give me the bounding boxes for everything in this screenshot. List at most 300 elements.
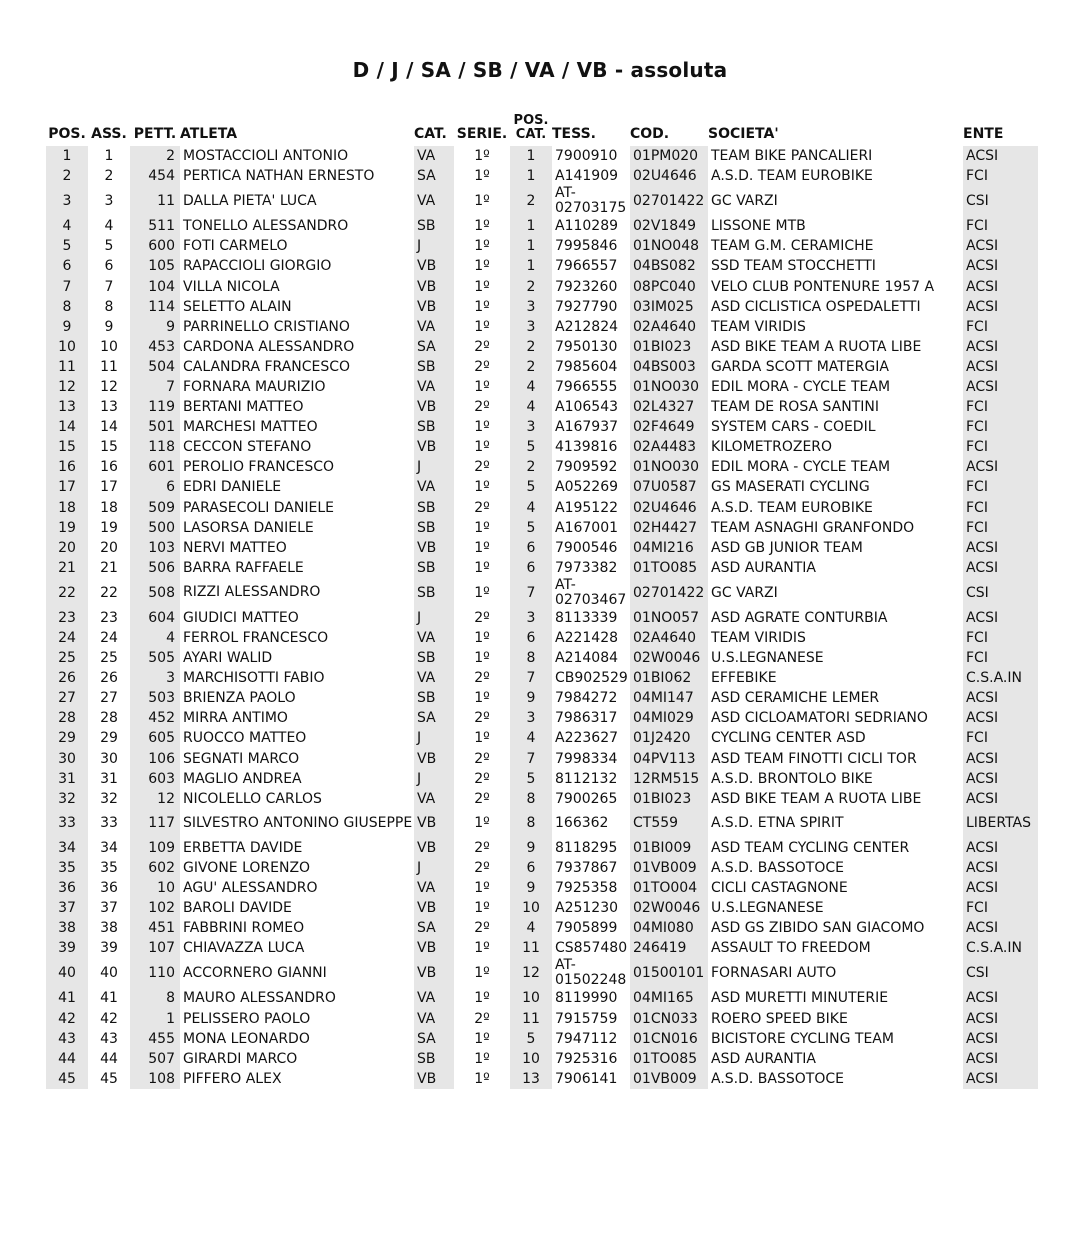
cell-ente: FCI — [963, 397, 1038, 417]
cell-societa: SSD TEAM STOCCHETTI — [711, 258, 876, 275]
cell-cod: 01TO085 — [630, 1049, 708, 1069]
cell-cod: 01J2420 — [630, 728, 708, 748]
cell-ass: 26 — [100, 670, 118, 687]
cell-societa: VELO CLUB PONTENURE 1957 A — [711, 278, 935, 295]
cell-pett: 605 — [130, 728, 180, 748]
cell-pett: 500 — [130, 518, 180, 538]
cell-pett: 509 — [130, 498, 180, 518]
cell-tess: 7925358 — [555, 880, 618, 897]
cell-societa: ROERO SPEED BIKE — [711, 1010, 848, 1027]
cell-ass: 37 — [100, 900, 118, 917]
cell-serie: 2º — [474, 1010, 490, 1027]
cell-societa: EDIL MORA - CYCLE TEAM — [711, 378, 891, 395]
cell-societa: ASD CICLISTICA OSPEDALETTI — [711, 298, 921, 315]
cell-poscat: 10 — [510, 1049, 552, 1069]
cell-pett: 455 — [130, 1029, 180, 1049]
cell-serie: 1º — [474, 318, 490, 335]
cell-cat: SB — [414, 518, 454, 538]
cell-cat: VB — [414, 397, 454, 417]
cell-tess: AT-02703175 — [555, 186, 627, 217]
cell-pos: 42 — [46, 1008, 88, 1028]
cell-ente: ACSI — [963, 789, 1038, 809]
cell-ass: 27 — [100, 690, 118, 707]
cell-atleta: MAURO ALESSANDRO — [183, 990, 336, 1007]
cell-poscat: 12 — [510, 958, 552, 988]
table-row — [46, 988, 1038, 1008]
cell-cod: 04MI080 — [630, 918, 708, 938]
cell-cat: SA — [414, 1029, 454, 1049]
cell-cod: 04PV113 — [630, 749, 708, 769]
table-row — [46, 146, 1038, 166]
cell-pett: 10 — [130, 878, 180, 898]
cell-ente: ACSI — [963, 297, 1038, 317]
cell-tess: A141909 — [555, 168, 619, 185]
cell-tess: 7923260 — [555, 278, 618, 295]
cell-cat: VA — [414, 988, 454, 1008]
cell-cat: VA — [414, 878, 454, 898]
cell-ente: ACSI — [963, 858, 1038, 878]
cell-societa: EDIL MORA - CYCLE TEAM — [711, 459, 891, 476]
cell-ass: 41 — [100, 990, 118, 1007]
cell-cat: J — [414, 236, 454, 256]
cell-societa: ASD CICLOAMATORI SEDRIANO — [711, 710, 928, 727]
cell-pett: 601 — [130, 457, 180, 477]
cell-pos: 33 — [46, 809, 88, 838]
cell-societa: ASD MURETTI MINUTERIE — [711, 990, 889, 1007]
cell-societa: GC VARZI — [711, 193, 778, 210]
cell-tess: A167001 — [555, 519, 619, 536]
cell-pos: 29 — [46, 728, 88, 748]
cell-cat: VB — [414, 958, 454, 988]
header-pos: POS. — [48, 126, 86, 142]
cell-serie: 1º — [474, 419, 490, 436]
cell-cod: 02L4327 — [630, 397, 708, 417]
table-row — [46, 276, 1038, 296]
cell-cat: VB — [414, 809, 454, 838]
cell-cod: 04BS082 — [630, 256, 708, 276]
cell-pos: 19 — [46, 518, 88, 538]
cell-cat: VA — [414, 186, 454, 216]
cell-cat: VB — [414, 538, 454, 558]
page-title: D / J / SA / SB / VA / VB - assoluta — [352, 58, 728, 82]
cell-ente: FCI — [963, 898, 1038, 918]
cell-pos: 4 — [46, 216, 88, 236]
cell-pos: 7 — [46, 276, 88, 296]
cell-societa: A.S.D. TEAM EUROBIKE — [711, 168, 873, 185]
cell-pett: 8 — [130, 988, 180, 1008]
cell-atleta: SEGNATI MARCO — [183, 750, 300, 767]
cell-ass: 38 — [100, 920, 118, 937]
cell-pett: 452 — [130, 708, 180, 728]
cell-pett: 117 — [130, 809, 180, 838]
cell-ass: 24 — [100, 630, 118, 647]
cell-tess: 7915759 — [555, 1010, 618, 1027]
cell-serie: 1º — [474, 730, 490, 747]
cell-cat: J — [414, 858, 454, 878]
cell-serie: 2º — [474, 770, 490, 787]
cell-ass: 20 — [100, 539, 118, 556]
cell-societa: CYCLING CENTER ASD — [711, 730, 866, 747]
cell-atleta: PEROLIO FRANCESCO — [183, 459, 334, 476]
cell-ass: 28 — [100, 710, 118, 727]
cell-poscat: 4 — [510, 377, 552, 397]
cell-atleta: SELETTO ALAIN — [183, 298, 292, 315]
cell-pett: 506 — [130, 558, 180, 578]
cell-societa: TEAM VIRIDIS — [711, 318, 806, 335]
cell-ente: FCI — [963, 166, 1038, 186]
cell-serie: 1º — [474, 148, 490, 165]
cell-ente: ACSI — [963, 769, 1038, 789]
cell-pos: 16 — [46, 457, 88, 477]
cell-societa: LISSONE MTB — [711, 218, 806, 235]
cell-cod: 02A4640 — [630, 317, 708, 337]
cell-ass: 33 — [100, 815, 118, 832]
cell-tess: A251230 — [555, 900, 619, 917]
cell-cod: 01CN016 — [630, 1029, 708, 1049]
cell-cat: VB — [414, 1069, 454, 1089]
cell-cat: VA — [414, 377, 454, 397]
cell-pos: 1 — [46, 146, 88, 166]
cell-cod: 04MI165 — [630, 988, 708, 1008]
cell-tess: 7900910 — [555, 148, 618, 165]
cell-pett: 3 — [130, 668, 180, 688]
cell-pett: 7 — [130, 377, 180, 397]
header-poscat-line1: POS. — [513, 113, 549, 128]
cell-ente: C.S.A.IN — [963, 668, 1038, 688]
cell-cod: 01BI023 — [630, 789, 708, 809]
cell-atleta: FERROL FRANCESCO — [183, 630, 329, 647]
cell-serie: 1º — [474, 1070, 490, 1087]
cell-ass: 9 — [104, 318, 114, 335]
cell-poscat: 3 — [510, 297, 552, 317]
table-row — [46, 809, 1038, 838]
cell-atleta: CARDONA ALESSANDRO — [183, 338, 355, 355]
header-ass: ASS. — [91, 126, 127, 142]
cell-cat: VB — [414, 297, 454, 317]
cell-cod: 01BI009 — [630, 838, 708, 858]
cell-serie: 1º — [474, 965, 490, 982]
cell-tess: A214084 — [555, 650, 619, 667]
cell-poscat: 1 — [510, 256, 552, 276]
cell-societa: A.S.D. BRONTOLO BIKE — [711, 770, 873, 787]
cell-ente: ACSI — [963, 1049, 1038, 1069]
cell-ass: 13 — [100, 399, 118, 416]
cell-serie: 2º — [474, 358, 490, 375]
table-row — [46, 457, 1038, 477]
table-row — [46, 608, 1038, 628]
cell-cat: SB — [414, 1049, 454, 1069]
cell-cat: VB — [414, 938, 454, 958]
cell-poscat: 3 — [510, 708, 552, 728]
cell-serie: 2º — [474, 459, 490, 476]
table-row — [46, 938, 1038, 958]
cell-atleta: TONELLO ALESSANDRO — [183, 218, 349, 235]
cell-societa: ASD TEAM FINOTTI CICLI TOR — [711, 750, 917, 767]
cell-atleta: VILLA NICOLA — [183, 278, 280, 295]
cell-cod: 01BI062 — [630, 668, 708, 688]
cell-serie: 1º — [474, 650, 490, 667]
cell-societa: TEAM BIKE PANCALIERI — [711, 148, 873, 165]
cell-cod: 01NO030 — [630, 457, 708, 477]
cell-cod: 01500101 — [630, 958, 708, 988]
cell-ass: 21 — [100, 559, 118, 576]
table-row — [46, 728, 1038, 748]
cell-serie: 2º — [474, 338, 490, 355]
cell-cat: VB — [414, 898, 454, 918]
cell-serie: 1º — [474, 630, 490, 647]
cell-serie: 2º — [474, 790, 490, 807]
table-row — [46, 256, 1038, 276]
cell-ass: 36 — [100, 880, 118, 897]
cell-societa: ASD AGRATE CONTURBIA — [711, 609, 888, 626]
cell-serie: 1º — [474, 900, 490, 917]
table-row — [46, 628, 1038, 648]
cell-serie: 1º — [474, 584, 490, 601]
cell-serie: 1º — [474, 193, 490, 210]
cell-pett: 604 — [130, 608, 180, 628]
cell-serie: 1º — [474, 298, 490, 315]
cell-ente: ACSI — [963, 146, 1038, 166]
cell-cod: 08PC040 — [630, 276, 708, 296]
cell-societa: TEAM DE ROSA SANTINI — [711, 399, 879, 416]
header-poscat — [510, 112, 552, 146]
cell-pos: 31 — [46, 769, 88, 789]
cell-pett: 6 — [130, 477, 180, 497]
cell-poscat: 5 — [510, 437, 552, 457]
cell-cod: 246419 — [630, 938, 708, 958]
cell-ass: 12 — [100, 378, 118, 395]
cell-ente: CSI — [963, 578, 1038, 608]
cell-tess: 166362 — [555, 814, 609, 831]
cell-atleta: CALANDRA FRANCESCO — [183, 358, 351, 375]
cell-poscat: 9 — [510, 878, 552, 898]
cell-societa: ASD BIKE TEAM A RUOTA LIBE — [711, 790, 922, 807]
cell-serie: 1º — [474, 378, 490, 395]
cell-pos: 3 — [46, 186, 88, 216]
cell-pett: 109 — [130, 838, 180, 858]
cell-atleta: AYARI WALID — [183, 650, 273, 667]
cell-ass: 30 — [100, 750, 118, 767]
cell-atleta: MIRRA ANTIMO — [183, 710, 288, 727]
cell-cat: VA — [414, 146, 454, 166]
cell-cat: VA — [414, 1008, 454, 1028]
cell-societa: GC VARZI — [711, 584, 778, 601]
cell-ass: 29 — [100, 730, 118, 747]
cell-poscat: 10 — [510, 988, 552, 1008]
cell-serie: 2º — [474, 839, 490, 856]
table-row — [46, 918, 1038, 938]
table-row — [46, 166, 1038, 186]
cell-societa: TEAM VIRIDIS — [711, 630, 806, 647]
cell-ente: ACSI — [963, 988, 1038, 1008]
cell-ass: 39 — [100, 940, 118, 957]
cell-cod: 04BS003 — [630, 357, 708, 377]
cell-pos: 25 — [46, 648, 88, 668]
cell-tess: AT-02703467 — [555, 577, 627, 608]
cell-serie: 2º — [474, 499, 490, 516]
cell-cod: 01NO057 — [630, 608, 708, 628]
cell-poscat: 10 — [510, 898, 552, 918]
cell-pett: 505 — [130, 648, 180, 668]
cell-pett: 603 — [130, 769, 180, 789]
table-row — [46, 317, 1038, 337]
header-societa: SOCIETA' — [708, 126, 779, 142]
cell-cat: SB — [414, 648, 454, 668]
cell-cat: SA — [414, 166, 454, 186]
cell-ass: 7 — [104, 278, 114, 295]
cell-ente: FCI — [963, 317, 1038, 337]
cell-serie: 2º — [474, 920, 490, 937]
cell-atleta: ACCORNERO GIANNI — [183, 964, 327, 981]
cell-societa: A.S.D. BASSOTOCE — [711, 1070, 844, 1087]
cell-societa: ASD AURANTIA — [711, 559, 816, 576]
cell-pett: 507 — [130, 1049, 180, 1069]
cell-ass: 1 — [104, 148, 114, 165]
cell-tess: 7900265 — [555, 790, 618, 807]
cell-ente: FCI — [963, 498, 1038, 518]
cell-ass: 22 — [100, 584, 118, 601]
header-tess: TESS. — [552, 126, 596, 142]
cell-cod: 04MI216 — [630, 538, 708, 558]
table-row — [46, 337, 1038, 357]
cell-atleta: RAPACCIOLI GIORGIO — [183, 258, 332, 275]
cell-pett: 107 — [130, 938, 180, 958]
cell-tess: 8113339 — [555, 609, 618, 626]
cell-cat: VB — [414, 437, 454, 457]
cell-cat: VA — [414, 477, 454, 497]
cell-tess: CB902529 — [555, 670, 628, 687]
cell-cod: 01TO004 — [630, 878, 708, 898]
cell-atleta: BARRA RAFFAELE — [183, 559, 304, 576]
cell-pos: 41 — [46, 988, 88, 1008]
cell-serie: 1º — [474, 278, 490, 295]
table-row — [46, 1008, 1038, 1028]
cell-poscat: 8 — [510, 648, 552, 668]
cell-atleta: FORNARA MAURIZIO — [183, 378, 326, 395]
cell-atleta: MONA LEONARDO — [183, 1030, 310, 1047]
cell-atleta: RIZZI ALESSANDRO — [183, 584, 321, 601]
cell-tess: 7937867 — [555, 859, 618, 876]
cell-poscat: 9 — [510, 688, 552, 708]
cell-societa: TEAM G.M. CERAMICHE — [711, 238, 874, 255]
cell-pett: 2 — [130, 146, 180, 166]
cell-cod: 02F4649 — [630, 417, 708, 437]
cell-tess: 7973382 — [555, 559, 618, 576]
cell-atleta: GIVONE LORENZO — [183, 859, 311, 876]
table-row — [46, 477, 1038, 497]
table-row — [46, 1029, 1038, 1049]
cell-cod: 01VB009 — [630, 858, 708, 878]
cell-serie: 2º — [474, 399, 490, 416]
cell-cat: VA — [414, 789, 454, 809]
cell-poscat: 2 — [510, 357, 552, 377]
cell-pett: 508 — [130, 578, 180, 608]
cell-pett: 102 — [130, 898, 180, 918]
cell-pos: 39 — [46, 938, 88, 958]
cell-pos: 20 — [46, 538, 88, 558]
cell-pett: 103 — [130, 538, 180, 558]
cell-pett: 600 — [130, 236, 180, 256]
cell-pett: 114 — [130, 297, 180, 317]
cell-cat: SB — [414, 357, 454, 377]
cell-poscat: 6 — [510, 628, 552, 648]
header-cat: CAT. — [414, 126, 447, 142]
cell-cat: J — [414, 457, 454, 477]
cell-societa: ASD BIKE TEAM A RUOTA LIBE — [711, 338, 922, 355]
cell-poscat: 2 — [510, 276, 552, 296]
cell-tess: 7905899 — [555, 920, 618, 937]
cell-cod: 01BI023 — [630, 337, 708, 357]
cell-societa: U.S.LEGNANESE — [711, 900, 824, 917]
cell-tess: 7900546 — [555, 539, 618, 556]
table-row — [46, 417, 1038, 437]
cell-ente: ACSI — [963, 918, 1038, 938]
cell-cod: CT559 — [630, 809, 708, 838]
cell-societa: FORNASARI AUTO — [711, 965, 837, 982]
cell-ass: 6 — [104, 258, 114, 275]
cell-pett: 118 — [130, 437, 180, 457]
cell-poscat: 1 — [510, 146, 552, 166]
cell-ass: 18 — [100, 499, 118, 516]
cell-ass: 15 — [100, 439, 118, 456]
cell-serie: 1º — [474, 238, 490, 255]
cell-tess: A195122 — [555, 499, 619, 516]
cell-cat: SB — [414, 417, 454, 437]
cell-poscat: 2 — [510, 186, 552, 216]
cell-societa: CICLI CASTAGNONE — [711, 880, 848, 897]
cell-tess: A167937 — [555, 419, 619, 436]
cell-cod: 02701422 — [630, 186, 708, 216]
table-row — [46, 838, 1038, 858]
cell-ente: ACSI — [963, 276, 1038, 296]
cell-cat: SB — [414, 498, 454, 518]
cell-poscat: 11 — [510, 938, 552, 958]
cell-tess: 8119990 — [555, 990, 618, 1007]
cell-pos: 12 — [46, 377, 88, 397]
cell-tess: 7986317 — [555, 710, 618, 727]
cell-cat: SB — [414, 578, 454, 608]
cell-ass: 35 — [100, 859, 118, 876]
cell-ass: 40 — [100, 965, 118, 982]
cell-societa: BICISTORE CYCLING TEAM — [711, 1030, 894, 1047]
table-row — [46, 898, 1038, 918]
cell-pos: 34 — [46, 838, 88, 858]
cell-cod: 02A4483 — [630, 437, 708, 457]
cell-pett: 12 — [130, 789, 180, 809]
cell-pett: 511 — [130, 216, 180, 236]
cell-ente: C.S.A.IN — [963, 938, 1038, 958]
table-row — [46, 958, 1038, 988]
cell-tess: A221428 — [555, 630, 619, 647]
cell-cat: VB — [414, 838, 454, 858]
cell-poscat: 4 — [510, 918, 552, 938]
cell-serie: 2º — [474, 859, 490, 876]
cell-cat: SB — [414, 688, 454, 708]
cell-atleta: NERVI MATTEO — [183, 539, 287, 556]
cell-poscat: 2 — [510, 337, 552, 357]
cell-ente: ACSI — [963, 1069, 1038, 1089]
cell-ass: 17 — [100, 479, 118, 496]
cell-societa: EFFEBIKE — [711, 670, 777, 687]
cell-cod: 01VB009 — [630, 1069, 708, 1089]
cell-serie: 2º — [474, 670, 490, 687]
cell-pett: 453 — [130, 337, 180, 357]
cell-serie: 2º — [474, 710, 490, 727]
cell-serie: 1º — [474, 258, 490, 275]
cell-societa: ASD CERAMICHE LEMER — [711, 690, 880, 707]
cell-atleta: EDRI DANIELE — [183, 479, 282, 496]
cell-pos: 28 — [46, 708, 88, 728]
